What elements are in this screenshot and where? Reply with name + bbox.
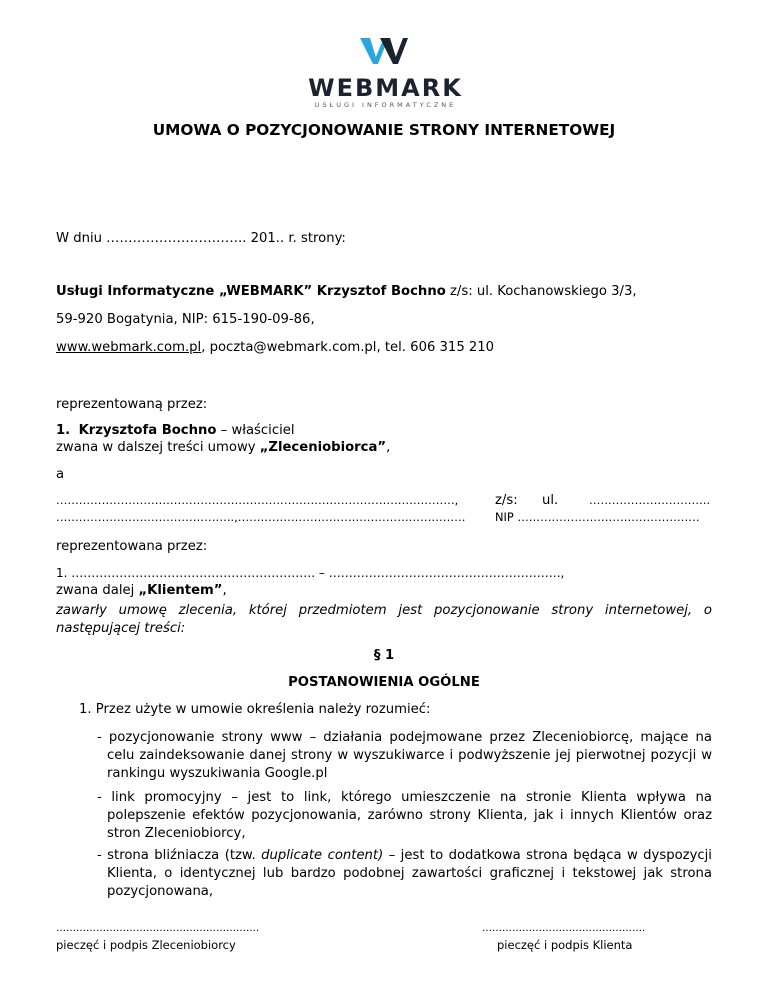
client-nip-field: NIP ………………………………………… [495,510,700,524]
and-word: a [56,467,65,482]
rep1-name: Krzysztofa Bochno [78,423,217,438]
section-number: § 1 [373,648,395,663]
definition-item [97,729,712,783]
client-alias: „Klientem” [138,583,223,598]
definition-twin-suffix: – jest to dodatkowa strona będąca w dyspozycji Klienta, o identycznej lub bardzo podobnej zawartości graficznej i tekstowej jak strona pozycjonowana, [107,848,712,899]
definition-twin-site [97,847,712,901]
clause-1: 1. Przez użyte w umowie określenia należy rozumieć: [79,702,431,717]
rep1-number: 1. [56,423,71,438]
contractor-name: Usługi Informatyczne „WEBMARK” Krzysztof Bochno [56,284,446,299]
preamble [56,602,712,638]
signature-label-client: pieczęć i podpis Klienta [497,938,633,952]
rep1-line1 [56,423,295,438]
logo-wordmark: WEBMARK [308,74,463,102]
client-name-field: ……………………………………………………………………………………………, [56,493,459,507]
rep2-line2-prefix: zwana dalej [56,583,139,598]
definition-item [97,789,712,843]
signature-line-contractor: ……………………………………………………. [56,923,260,934]
rep1-line2-prefix: zwana w dalszej treści umowy [56,440,260,455]
client-address-field: ………………………………………..,…………………………………………………… [56,510,466,524]
rep1-line2-suffix: , [386,440,391,455]
contractor-line2: 59-920 Bogatynia, NIP: 615-190-09-86, [56,312,315,327]
represented-by-label: reprezentowaną przez: [56,397,208,412]
contractor-line3 [56,340,494,355]
logo-tagline: USŁUGI INFORMATYCZNE [314,101,457,109]
contractor-contact: , poczta@webmark.com.pl, tel. 606 315 210 [201,340,495,355]
rep2-line1: 1. ……………………………………………………. – …………………………………………………., [56,566,565,580]
rep1-role: – właściciel [216,423,295,438]
definition-promo-link: - link promocyjny – jest to link, którego umieszczenie na stronie Klienta wpływa na polepszenie efektów pozycjonowania, zarówno strony Klienta, jak i innych Klientów oraz stron Zleceniobiorcy, [97,790,712,841]
client-represented-by-label: reprezentowana przez: [56,539,208,554]
rep2-line2-suffix: , [222,583,227,598]
client-street-label: ul. [542,493,559,508]
definition-twin-prefix: - strona bliźniacza (tzw. [97,848,262,863]
preamble-text: zawarły umowę zlecenia, której przedmiotem jest pozycjonowanie strony internetowej, o następującej treści: [56,603,712,636]
definition-item [97,847,712,901]
definition-twin-italic: duplicate content) [261,848,384,863]
date-line: W dniu ………………………….. 201.. r. strony: [56,231,346,246]
website-link[interactable]: www.webmark.com.pl [56,340,202,355]
contractor-alias: „Zleceniobiorca” [259,440,387,455]
section-title: POSTANOWIENIA OGÓLNE [288,675,480,690]
client-seat-label: z/s: [495,493,518,508]
signature-label-contractor: pieczęć i podpis Zleceniobiorcy [56,938,236,952]
definition-positioning: - pozycjonowanie strony www – działania podejmowane przez Zleceniobiorcę, mające na celu zaindeksowanie danej strony w wyszukiwarce i podwyższenie jej pierwotnej pozycji w rankingu wyszukiwania Google.pl [97,730,712,781]
rep1-line2 [56,440,390,455]
webmark-logo-icon [270,30,498,74]
rep2-line2 [56,583,227,598]
client-street-field: ………………………….. [589,493,711,507]
document-title: UMOWA O POZYCJONOWANIE STRONY INTERNETOWEJ [152,121,616,139]
signature-line-client: …………………………………………. [482,923,646,934]
contractor-address: z/s: ul. Kochanowskiego 3/3, [445,284,637,299]
contractor-line1 [56,284,637,299]
